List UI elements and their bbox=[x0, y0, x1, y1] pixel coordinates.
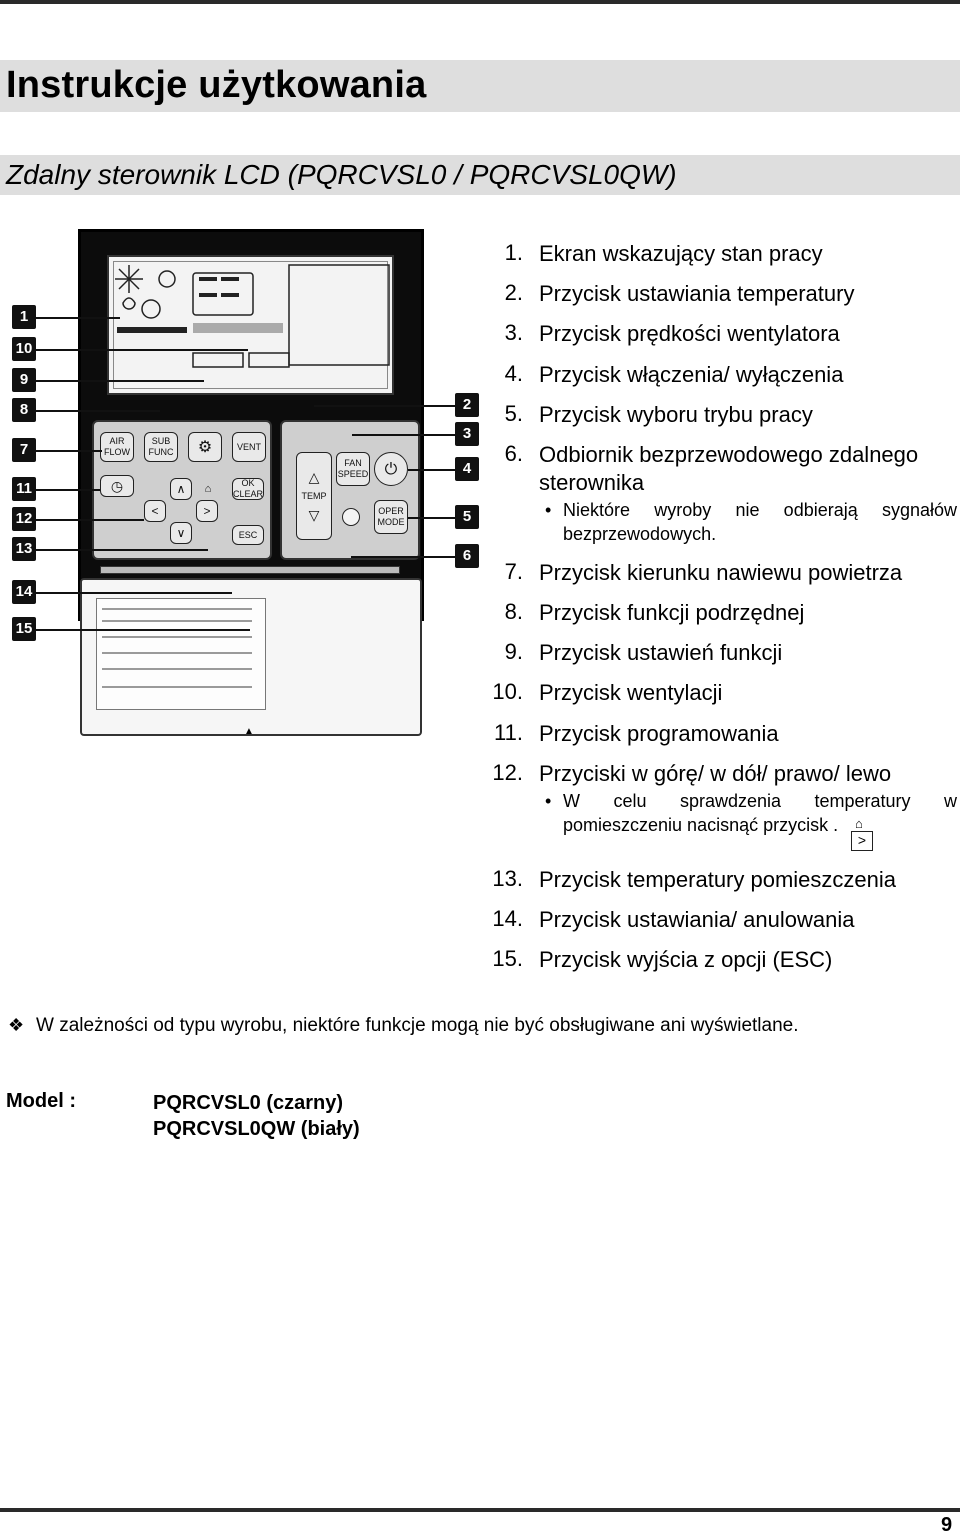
cover-text-line bbox=[102, 652, 252, 654]
item-text: Przycisk wentylacji bbox=[539, 680, 723, 705]
item-text: Przycisk ustawień funkcji bbox=[539, 640, 783, 665]
item-number: 2. bbox=[504, 280, 523, 305]
callout-leader bbox=[408, 517, 455, 519]
callout-15: 15 bbox=[12, 617, 36, 641]
item-number: 14. bbox=[492, 906, 523, 931]
temp-label: TEMP bbox=[301, 490, 327, 501]
callout-7: 7 bbox=[12, 438, 36, 462]
callout-leader bbox=[36, 450, 102, 452]
model-value: PQRCVSL0 (czarny) bbox=[153, 1092, 344, 1114]
model-label: Model : bbox=[6, 1090, 76, 1112]
item-number: 13. bbox=[492, 866, 523, 891]
air-flow-button[interactable]: AIR FLOW bbox=[100, 432, 134, 462]
oper-mode-button[interactable]: OPER MODE bbox=[374, 500, 408, 534]
house-icon: ⌂ bbox=[855, 816, 863, 831]
callout-leader bbox=[36, 410, 160, 412]
callout-leader bbox=[36, 380, 204, 382]
item-number: 4. bbox=[504, 361, 523, 386]
power-button[interactable] bbox=[374, 452, 408, 486]
inline-room-temp-button-icon bbox=[851, 817, 873, 851]
callout-leader bbox=[36, 592, 232, 594]
schedule-button[interactable] bbox=[100, 475, 134, 497]
model-values bbox=[153, 1090, 360, 1142]
item-number: 1. bbox=[504, 240, 523, 265]
hinge-slot bbox=[100, 566, 400, 574]
item-subnote: • W celu sprawdzenia temperatury w pomieszczeniu nacisnąć przycisk . bbox=[539, 789, 957, 837]
lcd-screen bbox=[107, 255, 394, 395]
page-number: 9 bbox=[941, 1514, 953, 1536]
item-text: Przycisk prędkości wentylatora bbox=[539, 321, 840, 346]
callout-14: 14 bbox=[12, 580, 36, 604]
clock-icon: ◷ bbox=[110, 477, 124, 494]
callout-6: 6 bbox=[455, 544, 479, 568]
callout-leader bbox=[36, 549, 208, 551]
callout-8: 8 bbox=[12, 398, 36, 422]
item-number: 8. bbox=[504, 599, 523, 624]
callout-leader bbox=[351, 556, 455, 558]
cover-text-line bbox=[102, 686, 252, 688]
cover-text-line bbox=[102, 668, 252, 670]
chevron-right-icon: > bbox=[203, 503, 211, 518]
note-text: W zależności od typu wyrobu, niektóre funkcje mogą nie być obsługiwane ani wyświetlane. bbox=[36, 1015, 799, 1036]
item-subnote: • Niektóre wyroby nie odbierają sygnałów bezprzewodowych. bbox=[539, 498, 957, 546]
item-number: 9. bbox=[504, 639, 523, 664]
callout-leader bbox=[36, 349, 248, 351]
left-button[interactable] bbox=[144, 500, 166, 522]
callout-9: 9 bbox=[12, 368, 36, 392]
function-settings-button[interactable] bbox=[188, 432, 222, 462]
gear-icon: ⚙ bbox=[197, 438, 213, 456]
title-band bbox=[0, 60, 960, 112]
wireless-receiver bbox=[342, 508, 360, 526]
vent-button[interactable]: VENT bbox=[232, 432, 266, 462]
item-number: 12. bbox=[492, 760, 523, 785]
sub-func-button[interactable]: SUB FUNC bbox=[144, 432, 178, 462]
callout-leader bbox=[36, 519, 144, 521]
item-text: Odbiornik bezprzewodowego zdalnego sterownika bbox=[539, 442, 919, 495]
lcd-segments-icon bbox=[109, 257, 392, 393]
down-button[interactable] bbox=[170, 522, 192, 544]
item-number: 5. bbox=[504, 401, 523, 426]
item-number: 15. bbox=[492, 946, 523, 971]
item-text: Przycisk kierunku nawiewu powietrza bbox=[539, 560, 903, 585]
callout-leader bbox=[408, 469, 455, 471]
chevron-left-icon: < bbox=[151, 503, 159, 518]
bottom-rule bbox=[0, 1508, 960, 1512]
item-text: Przycisk włączenia/ wyłączenia bbox=[539, 362, 844, 387]
item-text: Przycisk programowania bbox=[539, 721, 779, 746]
right-button[interactable] bbox=[196, 500, 218, 522]
chevron-right-icon: > bbox=[851, 831, 873, 851]
diamond-bullet-icon: ❖ bbox=[8, 1015, 25, 1035]
cover-text-line bbox=[102, 608, 252, 610]
page-subtitle: Zdalny sterownik LCD (PQRCVSL0 / PQRCVSL0QW) bbox=[6, 159, 677, 190]
callout-leader bbox=[314, 405, 455, 407]
callout-leader bbox=[36, 317, 120, 319]
chevron-up-icon: ∧ bbox=[176, 481, 186, 496]
callout-1: 1 bbox=[12, 305, 36, 329]
callout-2: 2 bbox=[455, 393, 479, 417]
callout-5: 5 bbox=[455, 505, 479, 529]
ok-clear-button[interactable]: OK CLEAR bbox=[233, 478, 264, 499]
room-temp-button[interactable] bbox=[198, 480, 218, 498]
item-text: Ekran wskazujący stan pracy bbox=[539, 241, 823, 266]
cover-instruction-card bbox=[96, 598, 266, 710]
callout-leader bbox=[352, 434, 455, 436]
item-number: 3. bbox=[504, 320, 523, 345]
cover-text-line bbox=[102, 620, 252, 622]
triangle-up-icon: △ bbox=[308, 468, 320, 485]
item-text: Przycisk wyjścia z opcji (ESC) bbox=[539, 947, 833, 972]
callout-13: 13 bbox=[12, 537, 36, 561]
item-text: Przycisk wyboru trybu pracy bbox=[539, 402, 813, 427]
callout-12: 12 bbox=[12, 507, 36, 531]
top-rule bbox=[0, 0, 960, 4]
callout-10: 10 bbox=[12, 337, 36, 361]
item-text: Przycisk funkcji podrzędnej bbox=[539, 600, 805, 625]
callout-4: 4 bbox=[455, 457, 479, 481]
item-text: Przycisk ustawiania temperatury bbox=[539, 281, 855, 306]
triangle-marker-icon: ▲ bbox=[244, 726, 254, 737]
item-text: Przycisk temperatury pomieszczenia bbox=[539, 867, 897, 892]
callout-11: 11 bbox=[12, 477, 36, 501]
item-number: 6. bbox=[504, 441, 523, 466]
item-number: 7. bbox=[504, 559, 523, 584]
item-text: Przyciski w górę/ w dół/ prawo/ lewo bbox=[539, 761, 892, 786]
cover-text-line bbox=[102, 636, 252, 638]
triangle-down-icon: ▽ bbox=[308, 506, 320, 523]
model-value: PQRCVSL0QW (biały) bbox=[153, 1118, 360, 1140]
item-number: 10. bbox=[492, 679, 523, 704]
item-number: 11. bbox=[494, 720, 523, 745]
fan-speed-button[interactable]: FAN SPEED bbox=[336, 452, 370, 486]
power-icon: ⏻ bbox=[384, 460, 398, 478]
house-icon: ⌂ bbox=[204, 482, 212, 495]
esc-button[interactable]: ESC bbox=[232, 525, 264, 545]
callout-3: 3 bbox=[455, 422, 479, 446]
subtitle-band bbox=[0, 155, 960, 195]
page-title: Instrukcje użytkowania bbox=[6, 64, 427, 106]
callout-leader bbox=[36, 489, 100, 491]
item-text: Przycisk ustawiania/ anulowania bbox=[539, 907, 855, 932]
temp-button[interactable] bbox=[296, 452, 332, 540]
callout-leader bbox=[36, 629, 250, 631]
up-button[interactable] bbox=[170, 478, 192, 500]
chevron-down-icon: ∨ bbox=[176, 525, 186, 540]
